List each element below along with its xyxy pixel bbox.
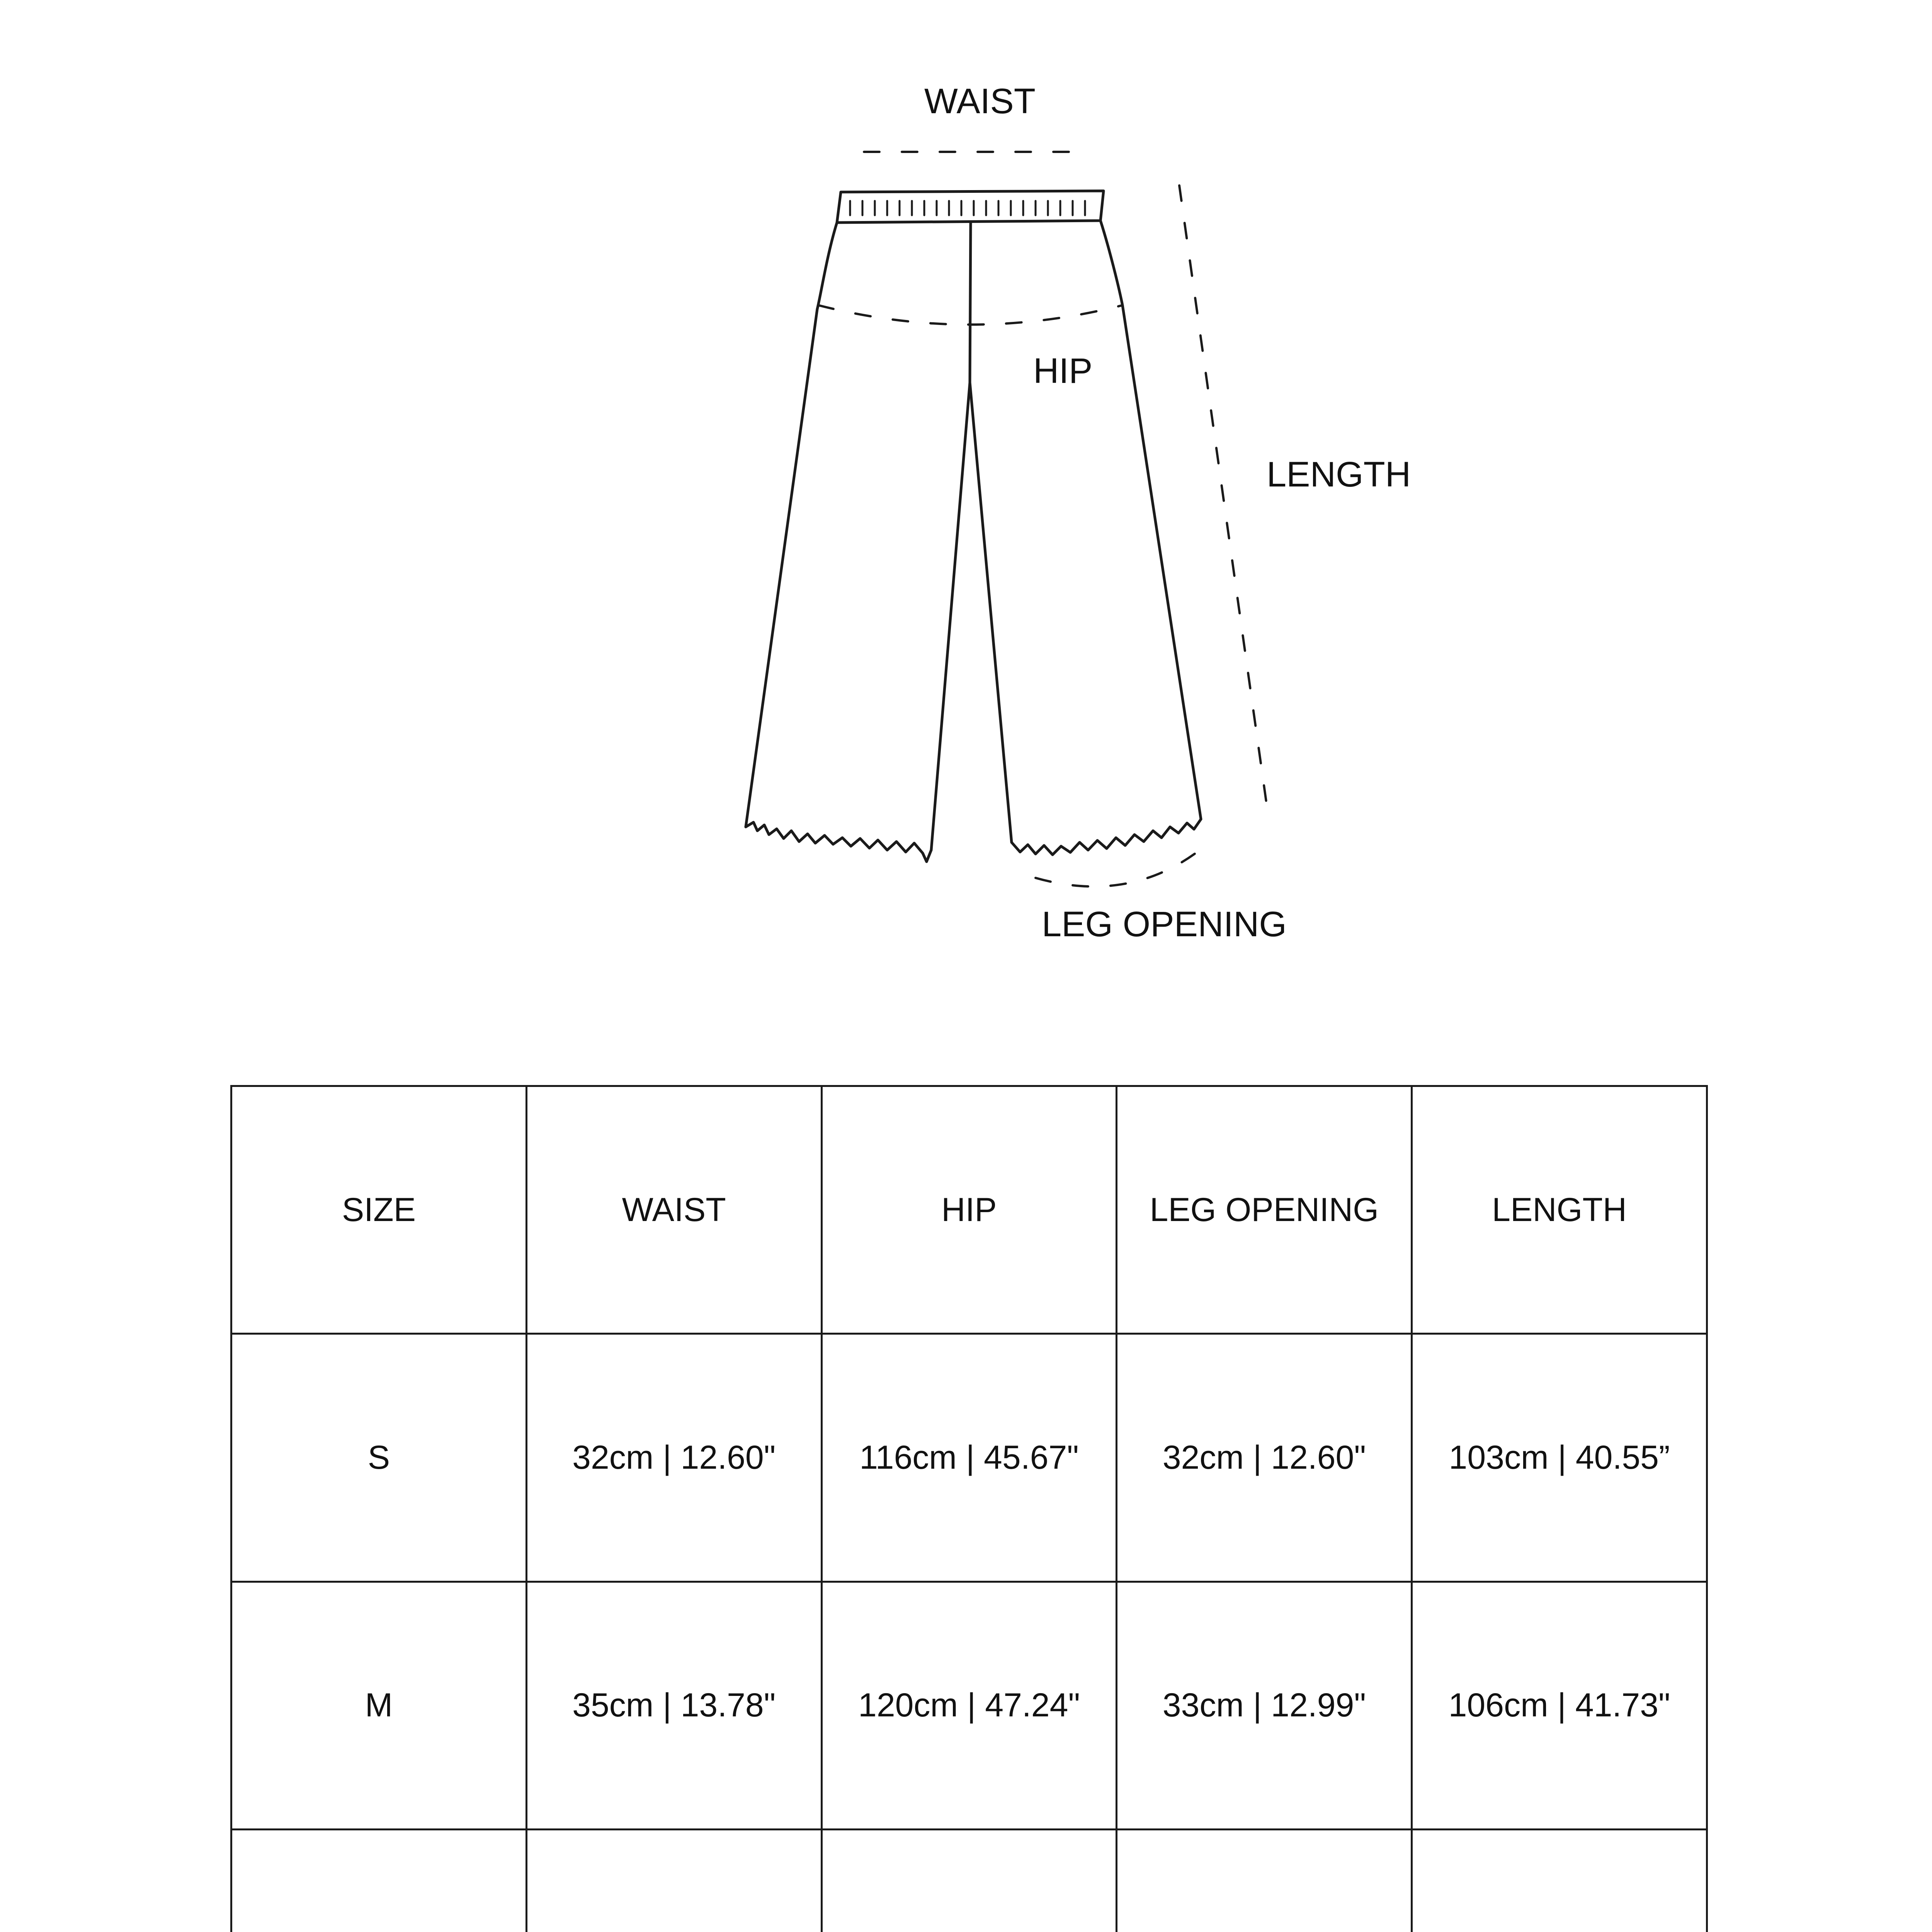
table-header-row	[231, 1086, 1707, 1334]
center-seam	[970, 223, 971, 383]
right-leg-frayed-hem	[1012, 819, 1201, 855]
table-row	[231, 1582, 1707, 1829]
hip-label: HIP	[1033, 351, 1093, 391]
waist-cell	[526, 1830, 821, 1932]
header-length: LENGTH	[1412, 1086, 1707, 1334]
right-leg-inseam	[970, 383, 1012, 842]
header-leg-opening: LEG OPENING	[1117, 1086, 1412, 1334]
leg-opening-cell: 33cm | 12.99"	[1117, 1582, 1412, 1829]
waist-cell: 32cm | 12.60"	[526, 1334, 821, 1582]
size-cell: M	[231, 1582, 527, 1829]
length-measure-line	[1179, 185, 1268, 815]
left-leg-inseam	[931, 383, 970, 850]
waistband-ribbing	[850, 201, 1085, 215]
left-leg-outer-seam	[746, 223, 837, 827]
table-row	[231, 1830, 1707, 1932]
waist-cell: 35cm | 13.78"	[526, 1582, 821, 1829]
length-cell	[1412, 1830, 1707, 1932]
header-waist: WAIST	[526, 1086, 821, 1334]
size-cell: S	[231, 1334, 527, 1582]
size-cell	[231, 1830, 527, 1932]
left-leg-frayed-hem	[746, 822, 931, 862]
length-cell: 106cm | 41.73"	[1412, 1582, 1707, 1829]
leg-opening-cell: 32cm | 12.60"	[1117, 1334, 1412, 1582]
leg-opening-label: LEG OPENING	[1042, 905, 1287, 944]
hip-cell: 120cm | 47.24"	[821, 1582, 1117, 1829]
length-label: LENGTH	[1267, 455, 1411, 494]
leg-opening-measure-line	[1036, 850, 1200, 886]
table-row	[231, 1334, 1707, 1582]
hip-cell	[821, 1830, 1117, 1932]
length-cell: 103cm | 40.55”	[1412, 1334, 1707, 1582]
header-size: SIZE	[231, 1086, 527, 1334]
waistband-outline	[837, 191, 1104, 223]
size-chart-table	[230, 1085, 1708, 1932]
right-leg-outer-seam	[1100, 221, 1201, 819]
waist-label: WAIST	[924, 82, 1036, 121]
hip-cell: 116cm | 45.67"	[821, 1334, 1117, 1582]
header-hip: HIP	[821, 1086, 1117, 1334]
leg-opening-cell	[1117, 1830, 1412, 1932]
